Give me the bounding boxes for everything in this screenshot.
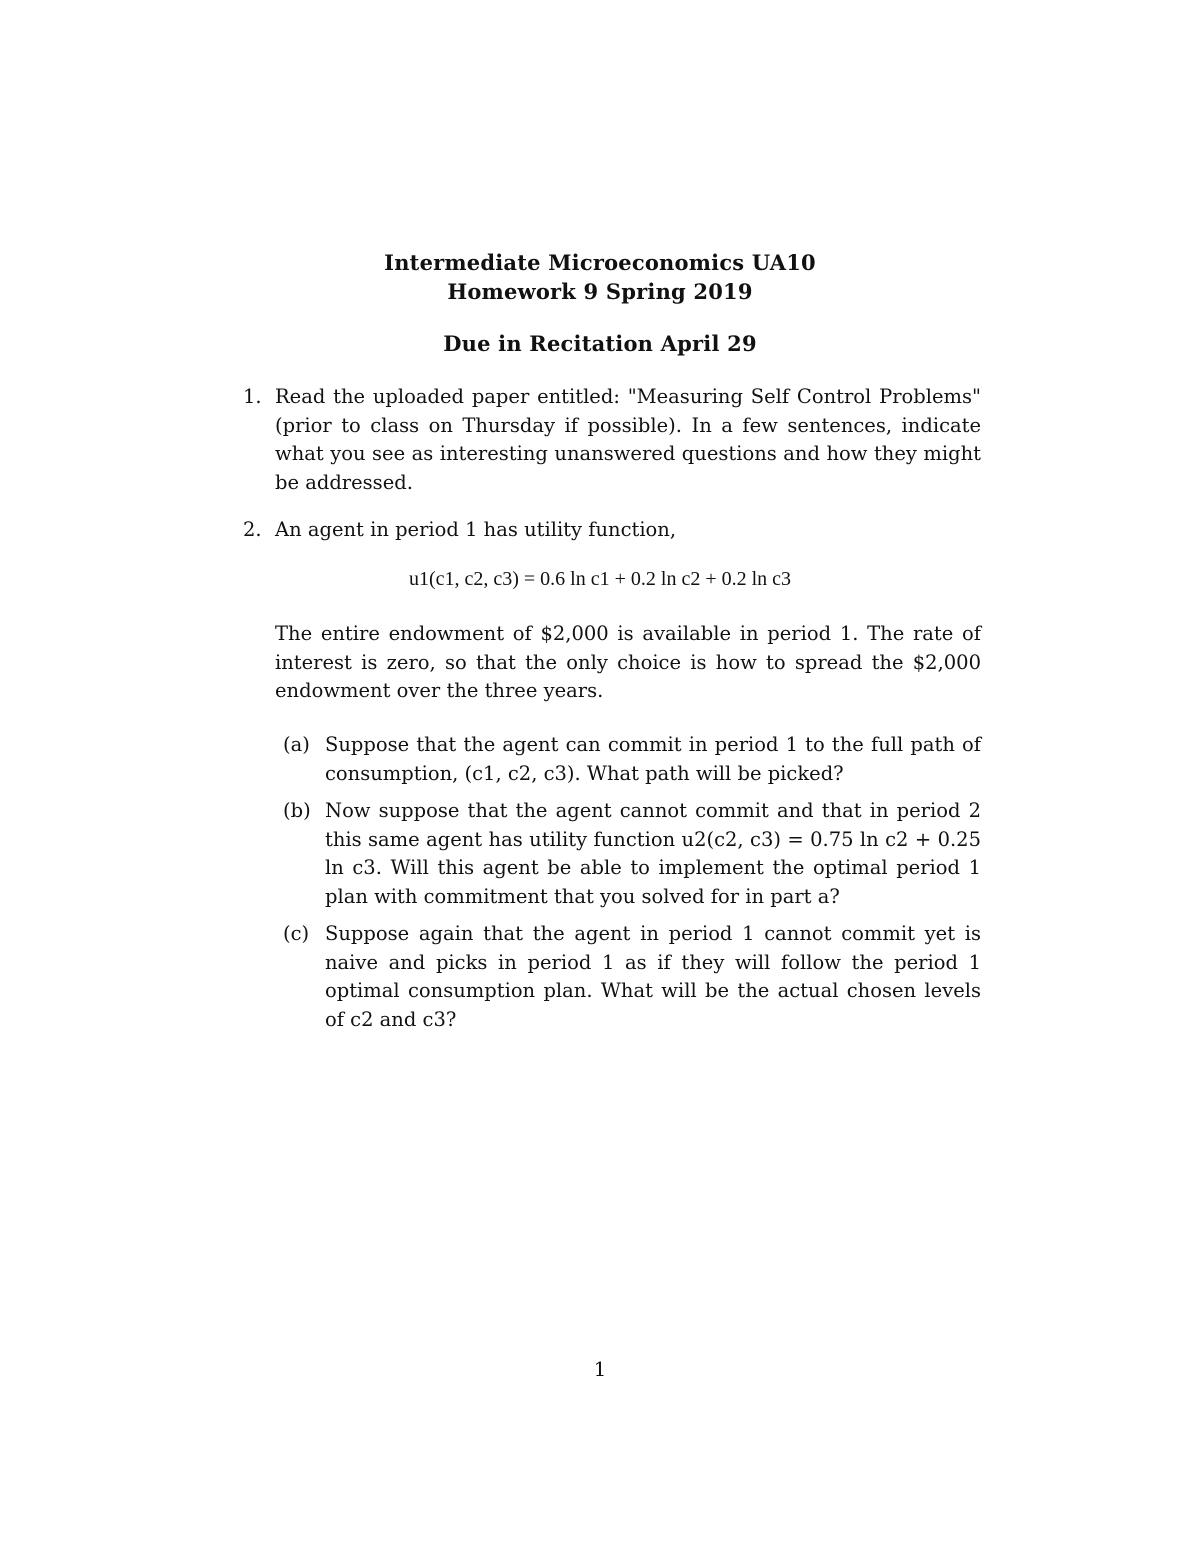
question-1-number: 1. (243, 385, 262, 408)
utility-equation: u1(c1, c2, c3) = 0.6 ln c1 + 0.2 ln c2 + 0.2 ln c3 (408, 568, 792, 590)
question-1-text: Read the uploaded paper entitled: "Measuring Self Control Problems" (prior to class on Thursday if possible). In a few sentences, indicate what you see as interesting unanswered questions and how they might be addressed. (275, 385, 981, 494)
question-2b-text: Now suppose that the agent cannot commit and that in period 2 this same agent has utility function u2(c2, c3) = 0.75 ln c2 + 0.25 ln c3. Will this agent be able to implement the optimal period 1 plan with commitment that you solved for in part a? (325, 799, 981, 908)
question-2-intro: An agent in period 1 has utility function, (275, 518, 677, 541)
question-2-number: 2. (243, 518, 262, 541)
course-title: Intermediate Microeconomics UA10 (384, 250, 816, 275)
question-2a-label: (a) (283, 733, 310, 756)
page-number: 1 (593, 1357, 607, 1381)
question-2b-label: (b) (283, 799, 311, 822)
question-2c (283, 920, 981, 1034)
question-2 (243, 516, 981, 545)
question-1 (243, 383, 981, 497)
question-2a (283, 731, 981, 788)
due-date: Due in Recitation April 29 (443, 331, 757, 356)
question-2b (283, 797, 981, 911)
endowment-paragraph: The entire endowment of $2,000 is available in period 1. The rate of interest is zero, so that the only choice is how to spread the $2,000 endowment over the three years. (275, 622, 981, 702)
question-2c-label: (c) (283, 922, 310, 945)
homework-title: Homework 9 Spring 2019 (447, 279, 753, 304)
question-2c-text: Suppose again that the agent in period 1 cannot commit yet is naive and picks in period 1 as if they will follow the period 1 optimal consumption plan. What will be the actual chosen levels of c2 and c3? (325, 922, 981, 1031)
question-2a-text: Suppose that the agent can commit in period 1 to the full path of consumption, (c1, c2, c3). What path will be picked? (325, 733, 981, 785)
